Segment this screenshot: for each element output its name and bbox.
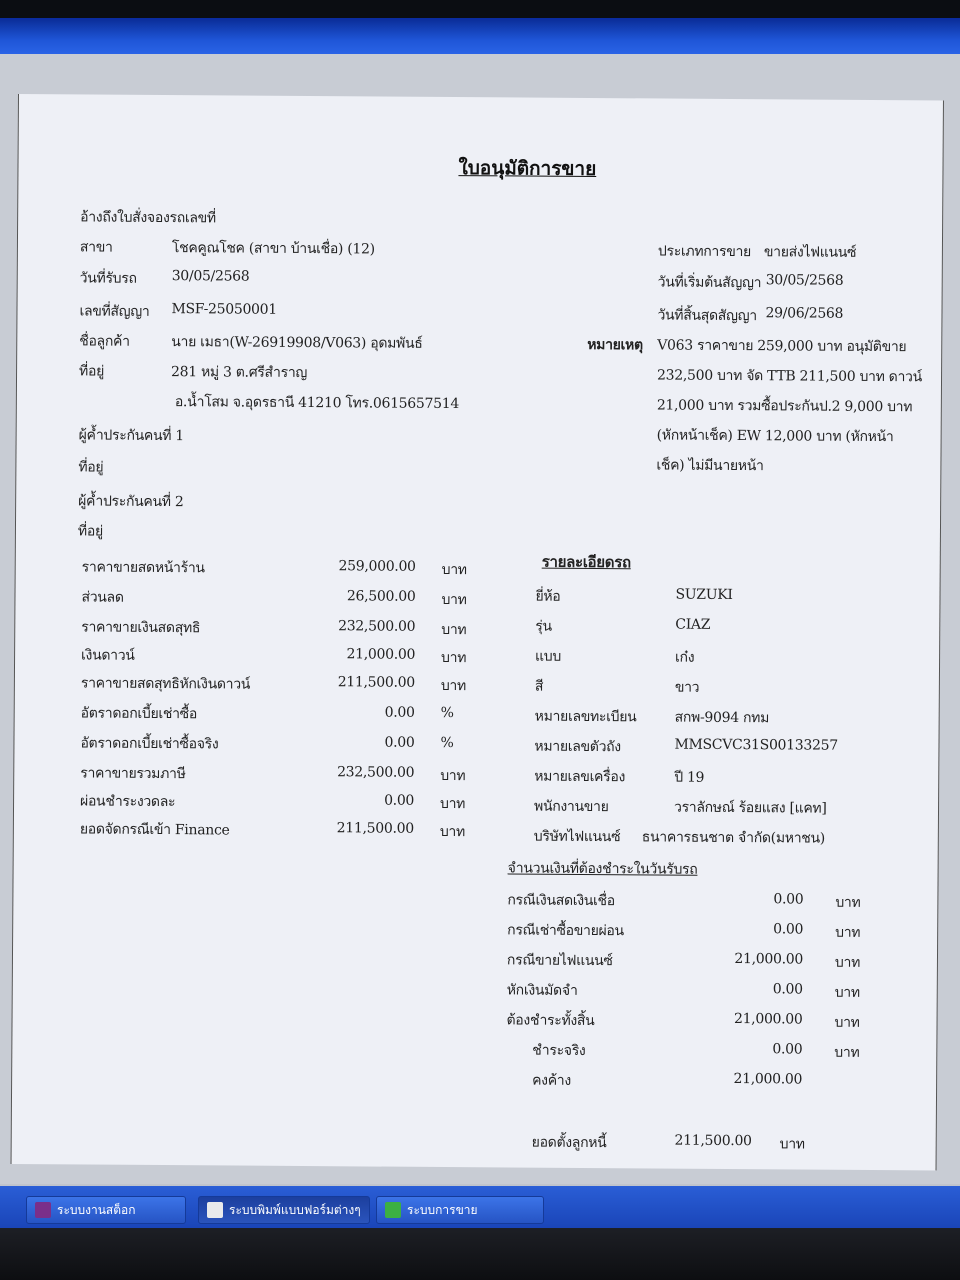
car-label: แบบ [535,648,562,665]
price-value: 26,500.00 [346,588,416,605]
price-label: ราคาขายสดสุทธิหักเงินดาวน์ [80,675,251,693]
guarantor2-label: ผู้ค้ำประกันคนที่ 2 [78,493,184,511]
price-label: ผ่อนชำระงวดละ [80,793,176,811]
price-value: 0.00 [384,792,415,809]
car-label: สี [534,678,544,695]
paid-label: ชำระจริง [532,1042,586,1059]
print-preview-page [11,94,944,1170]
price-value: 259,000.00 [338,558,416,575]
car-value: ปี 19 [674,769,705,786]
receive-date-value: 30/05/2568 [171,268,250,285]
taskbar-item-stock[interactable] [26,1196,186,1224]
debtor-value: 211,500.00 [674,1132,752,1150]
payment-unit: บาท [834,984,860,1001]
payment-value: 21,000.00 [733,1011,803,1028]
paid-value: 0.00 [772,1041,803,1058]
taskbar-item-label: ระบบพิมพ์แบบฟอร์มต่างๆ [229,1202,361,1217]
car-label: หมายเลขเครื่อง [534,768,626,786]
paid-unit: บาท [834,1044,860,1061]
outstanding-label: คงค้าง [532,1072,571,1089]
price-unit: บาท [440,677,467,695]
document-icon [207,1202,223,1218]
price-value: 211,500.00 [337,674,415,691]
contract-end-value: 29/06/2568 [765,305,844,322]
car-value: SUZUKI [675,586,733,604]
remark-line: 232,500 บาท จัด TTB 211,500 บาท ดาวน์ [656,367,922,386]
price-unit: บาท [439,823,465,841]
receive-date-label: วันที่รับรถ [79,270,137,287]
document-title: ใบอนุมัติการขาย [458,157,597,181]
price-label: ส่วนลด [81,589,124,606]
car-label: หมายเลขทะเบียน [534,708,637,726]
finance-company-label: บริษัทไฟแนนซ์ [533,828,621,846]
car-detail-title: รายละเอียดรถ [541,552,631,572]
taskbar-item-label: ระบบงานสต็อก [57,1202,136,1217]
car-value: CIAZ [675,616,711,633]
price-value: 21,000.00 [346,646,416,663]
payment-value: 0.00 [772,981,803,998]
taskbar-item-print-forms[interactable] [198,1196,370,1224]
stock-app-icon [35,1202,51,1218]
monitor-bezel-bottom [0,1228,960,1280]
price-unit: บาท [439,795,466,813]
car-value: ขาว [674,679,700,696]
payment-label: ต้องชำระทั้งสิ้น [506,1012,595,1030]
price-unit: % [440,734,454,752]
payment-value: 21,000.00 [734,951,804,968]
remark-label: หมายเหตุ [587,336,643,354]
car-value: สกพ-9094 กทม [674,709,770,727]
payment-unit: บาท [835,924,861,941]
payment-unit: บาท [835,894,861,911]
address-label: ที่อยู่ [79,363,105,380]
ref-order-label: อ้างถึงใบสั่งจองรถเลขที่ [80,209,216,227]
price-value: 232,500.00 [338,618,416,635]
window-title-bar [0,20,960,54]
taskbar-item-sales[interactable] [376,1196,544,1224]
guarantor1-address-label: ที่อยู่ [78,459,104,476]
payment-label: หักเงินมัดจำ [506,982,578,999]
price-label: ราคาขายสดหน้าร้าน [81,559,205,577]
price-value: 0.00 [384,734,415,751]
remark-line: 21,000 บาท รวมซื้อประกันป.2 9,000 บาท [656,397,913,416]
payment-label: กรณีเช่าซื้อขายผ่อน [507,922,624,940]
payment-title: จำนวนเงินที่ต้องชำระในวันรับรถ [507,860,698,878]
car-value: MMSCVC31S00133257 [674,736,838,754]
price-unit: บาท [440,767,466,785]
contract-end-label: วันที่สิ้นสุดสัญญา [657,307,757,325]
taskbar-item-label: ระบบการขาย [407,1202,478,1217]
payment-value: 0.00 [773,891,804,908]
debtor-label: ยอดตั้งลูกหนี้ [531,1134,607,1152]
remark-line: V063 ราคาขาย 259,000 บาท อนุมัติขาย [657,337,907,356]
contract-no-label: เลขที่สัญญา [79,303,150,320]
payment-value: 0.00 [773,921,804,938]
price-value: 211,500.00 [336,820,414,837]
outstanding-value: 21,000.00 [733,1071,803,1088]
payment-unit: บาท [834,954,861,971]
price-label: เงินดาวน์ [81,647,135,664]
payment-unit: บาท [834,1014,860,1031]
sale-type-value: ขายส่งไฟแนนซ์ [763,244,857,261]
contract-start-label: วันที่เริ่มต้นสัญญา [657,274,762,292]
customer-name-label: ชื่อลูกค้า [79,333,130,350]
car-label: รุ่น [535,618,552,635]
contract-start-value: 30/05/2568 [765,272,844,289]
sales-app-icon [385,1202,401,1218]
price-label: ราคาขายเงินสดสุทธิ [81,619,201,637]
car-label: พนักงานขาย [533,798,609,816]
address-line2: อ.น้ำโสม จ.อุดรธานี 41210 โทร.0615657514 [174,394,460,413]
guarantor1-label: ผู้ค้ำประกันคนที่ 1 [78,427,184,445]
branch-value: โชคคูณโชค (สาขา บ้านเชื่อ) (12) [171,240,375,258]
price-value: 0.00 [384,704,415,721]
car-label: หมายเลขตัวถัง [534,738,621,756]
contract-no-value: MSF-25050001 [171,301,277,318]
car-label: ยี่ห้อ [535,588,561,605]
remark-line: เช็ค) ไม่มีนายหน้า [656,457,764,475]
price-label: อัตราดอกเบี้ยเช่าซื้อ [80,705,198,723]
finance-company-value: ธนาคารธนชาต จำกัด(มหาชน) [641,829,825,847]
price-unit: บาท [441,621,467,639]
car-value: เก๋ง [675,649,695,666]
guarantor2-address-label: ที่อยู่ [77,523,103,540]
branch-label: สาขา [79,239,113,256]
sale-type-label: ประเภทการขาย [657,243,752,261]
price-label: ยอดจัดกรณีเข้า Finance [79,821,230,839]
price-unit: บาท [441,649,467,667]
price-label: ราคาขายรวมภาษี [80,765,186,783]
price-unit: % [440,704,454,722]
remark-line: (หักหน้าเช็ค) EW 12,000 บาท (หักหน้า [656,427,894,446]
price-label: อัตราดอกเบี้ยเช่าซื้อจริง [80,735,219,753]
payment-label: กรณีเงินสดเงินเชื่อ [507,892,615,910]
price-unit: บาท [441,591,467,609]
price-value: 232,500.00 [337,764,415,781]
debtor-unit: บาท [779,1136,805,1153]
price-unit: บาท [441,561,467,579]
customer-name-value: นาย เมธา(W-26919908/V063) อุดมพันธ์ [171,334,423,352]
car-value: วราลักษณ์ ร้อยแสง [แคท] [673,799,827,817]
address-value: 281 หมู่ 3 ต.ศรีสำราญ [171,364,308,382]
payment-label: กรณีขายไฟแนนซ์ [506,952,613,970]
